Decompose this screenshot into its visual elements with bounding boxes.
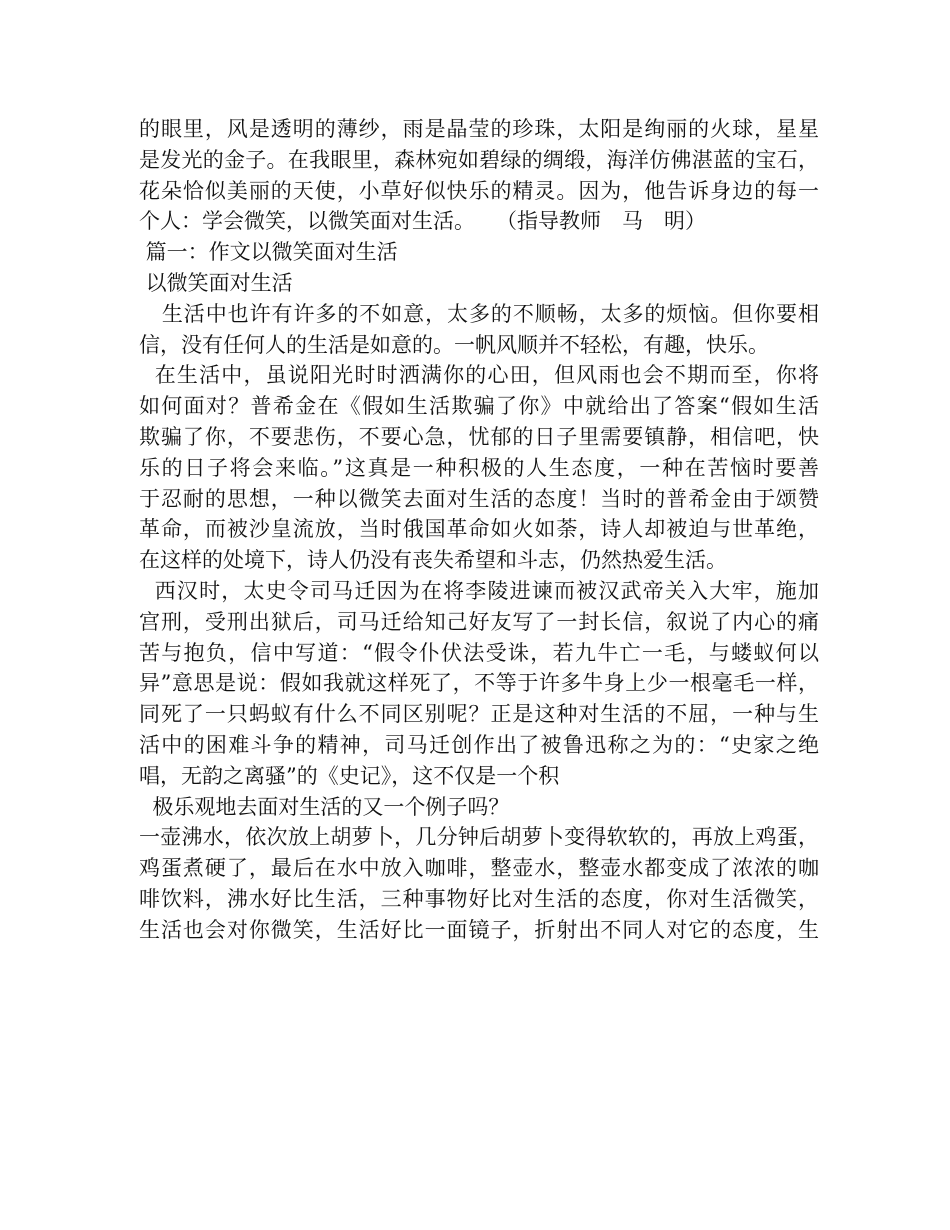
text-line: 极乐观地去面对生活的又一个例子吗？ xyxy=(139,794,510,819)
text-line: 生活中也许有许多的不如意，太多的不顺畅，太多的烦恼。但你要相 xyxy=(139,301,819,326)
text-line: 革命，而被沙皇流放，当时俄国革命如火如荼，诗人却被迫与世革绝， xyxy=(139,517,819,542)
text-line: 苦与抱负，信中写道：“假令仆伏法受诛，若九牛亡一毛，与蝼蚁何以 xyxy=(139,640,819,665)
text-line: 啡饮料，沸水好比生活，三种事物好比对生活的态度，你对生活微笑， xyxy=(139,886,819,911)
text-line: 同死了一只蚂蚁有什么不同区别呢？正是这种对生活的不屈，一种与生 xyxy=(139,702,819,727)
text-line: 花朵恰似美丽的天使，小草好似快乐的精灵。因为，他告诉身边的每一 xyxy=(139,178,819,203)
text-line: 于忍耐的思想，一种以微笑去面对生活的态度！当时的普希金由于颂赞 xyxy=(139,486,819,511)
text-line: 的眼里，风是透明的薄纱，雨是晶莹的珍珠，太阳是绚丽的火球，星星 xyxy=(139,117,819,141)
text-line: 是发光的金子。在我眼里，森林宛如碧绿的绸缎，海洋仿佛湛蓝的宝石， xyxy=(139,147,819,172)
text-line: 唱，无韵之离骚”的《史记》，这不仅是一个积 xyxy=(139,763,560,788)
text-line: 信，没有任何人的生活是如意的。一帆风顺并不轻松，有趣，快乐。 xyxy=(139,332,769,357)
text-line: 西汉时，太史令司马迁因为在将李陵进谏而被汉武帝关入大牢，施加 xyxy=(139,578,819,603)
text-line: 个人：学会微笑，以微笑面对生活。 （指导教师 马 明） xyxy=(139,209,706,234)
text-line: 乐的日子将会来临。”这真是一种积极的人生态度，一种在苦恼时要善 xyxy=(139,455,819,480)
text-line: 篇一：作文以微笑面对生活 xyxy=(139,240,398,265)
text-line: 在这样的处境下，诗人仍没有丧失希望和斗志，仍然热爱生活。 xyxy=(139,548,727,573)
document-body xyxy=(139,114,819,946)
text-line: 欺骗了你，不要悲伤，不要心急，忧郁的日子里需要镇静，相信吧，快 xyxy=(139,424,819,449)
text-line: 如何面对？普希金在《假如生活欺骗了你》中就给出了答案“假如生活 xyxy=(139,394,819,419)
text-line: 鸡蛋煮硬了，最后在水中放入咖啡，整壶水，整壶水都变成了浓浓的咖 xyxy=(139,856,819,881)
text-line: 宫刑，受刑出狱后，司马迁给知己好友写了一封长信，叙说了内心的痛 xyxy=(139,609,819,634)
text-line: 以微笑面对生活 xyxy=(139,270,293,295)
text-line: 活中的困难斗争的精神，司马迁创作出了被鲁迅称之为的：“史家之绝 xyxy=(139,732,819,757)
text-line: 异”意思是说：假如我就这样死了，不等于许多牛身上少一根毫毛一样， xyxy=(139,671,819,696)
text-line: 一壶沸水，依次放上胡萝卜，几分钟后胡萝卜变得软软的，再放上鸡蛋， xyxy=(139,825,819,850)
text-line: 在生活中，虽说阳光时时洒满你的心田，但风雨也会不期而至，你将 xyxy=(139,363,819,388)
text-line: 生活也会对你微笑，生活好比一面镜子，折射出不同人对它的态度，生 xyxy=(139,917,819,942)
